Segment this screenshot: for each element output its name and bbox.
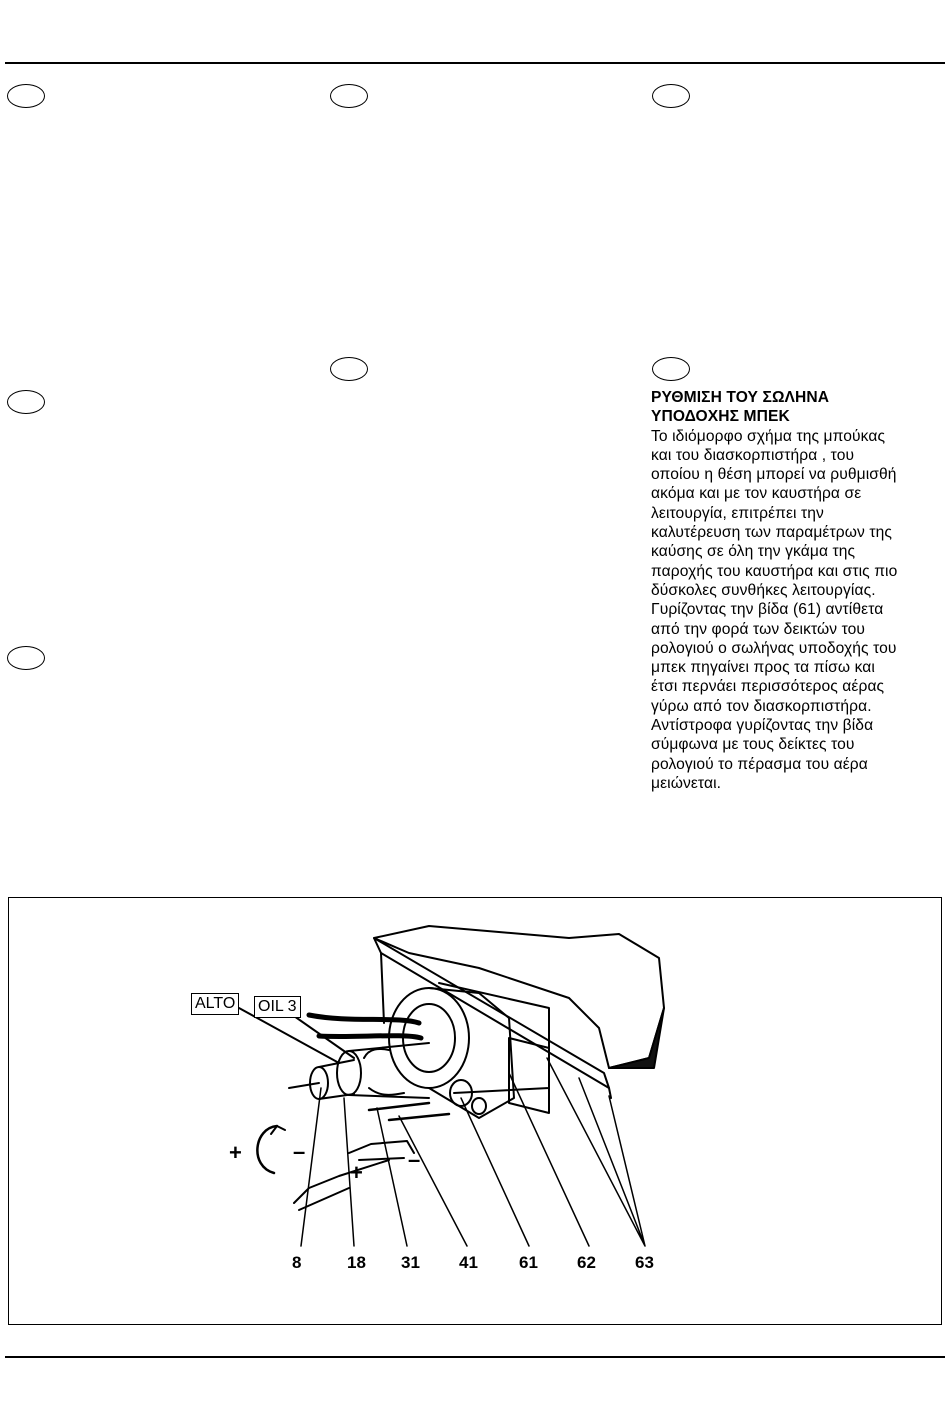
body-line: δύσκολες συνθήκες λειτουργίας.: [651, 581, 876, 599]
body-line: γύρω από τον διασκορπιστήρα.: [651, 697, 872, 715]
body-line: παροχής του καυστήρα και στις πιο: [651, 562, 898, 580]
body-line: καλυτέρευση των παραμέτρων της: [651, 524, 892, 542]
body-line: Γυρίζοντας την βίδα (61) αντίθετα: [651, 601, 884, 619]
body-line: λειτουργία, επιτρέπει την: [651, 504, 824, 522]
slide-minus-sign: –: [408, 1147, 421, 1172]
slide-plus-sign: +: [350, 1160, 363, 1185]
body-line: Το ιδιόμορφο σχήμα της μπούκας: [651, 427, 886, 445]
callout-31: 31: [401, 1253, 420, 1272]
body-line: οποίου η θέση μπορεί να ρυθμισθή: [651, 466, 897, 484]
body-line: μπεκ πηγαίνει προς τα πίσω και: [651, 659, 875, 677]
callout-41: 41: [459, 1253, 478, 1272]
callout-62: 62: [577, 1253, 596, 1272]
body-line: από την φορά των δεικτών του: [651, 620, 866, 638]
callout-8: 8: [292, 1253, 302, 1272]
body-line: Αντίστροφα γυρίζοντας την βίδα: [651, 717, 874, 735]
language-marker-4: [330, 357, 368, 381]
section-title-line-2: ΥΠΟΔΟΧΗΣ ΜΠΕΚ: [651, 408, 790, 426]
language-marker-2: [330, 84, 368, 108]
callout-61: 61: [519, 1253, 538, 1272]
adjustment-text: [651, 388, 943, 793]
language-marker-7: [7, 646, 45, 670]
rotation-plus-sign: +: [229, 1140, 242, 1165]
callout-18: 18: [347, 1253, 366, 1272]
bottom-rule: [5, 1356, 945, 1358]
body-line: έτσι περνάει περισσότερος αέρας: [651, 678, 885, 696]
language-marker-1: [7, 84, 45, 108]
language-marker-3: [652, 84, 690, 108]
alto-label: ALTO: [191, 993, 239, 1015]
callout-63: 63: [635, 1253, 654, 1272]
language-marker-6: [7, 390, 45, 414]
oil-label: OIL 3: [254, 996, 301, 1018]
rotation-minus-sign: –: [293, 1139, 306, 1164]
body-line: και του διασκορπιστήρα , του: [651, 446, 855, 464]
language-marker-5: [652, 357, 690, 381]
body-line: ρολογιού το πέρασμα του αέρα: [651, 755, 868, 773]
body-line: μειώνεται.: [651, 774, 722, 792]
section-title-line-1: ΡΥΘΜΙΣΗ ΤΟΥ ΣΩΛΗΝΑ: [651, 389, 830, 406]
body-line: ρολογιού ο σωλήνας υποδοχής του: [651, 639, 897, 657]
body-line: σύμφωνα με τους δείκτες του: [651, 736, 855, 754]
body-line: ακόμα και με τον καυστήρα σε: [651, 485, 862, 503]
body-line: καύσης σε όλη την γκάμα της: [651, 543, 856, 561]
top-rule: [5, 62, 945, 64]
